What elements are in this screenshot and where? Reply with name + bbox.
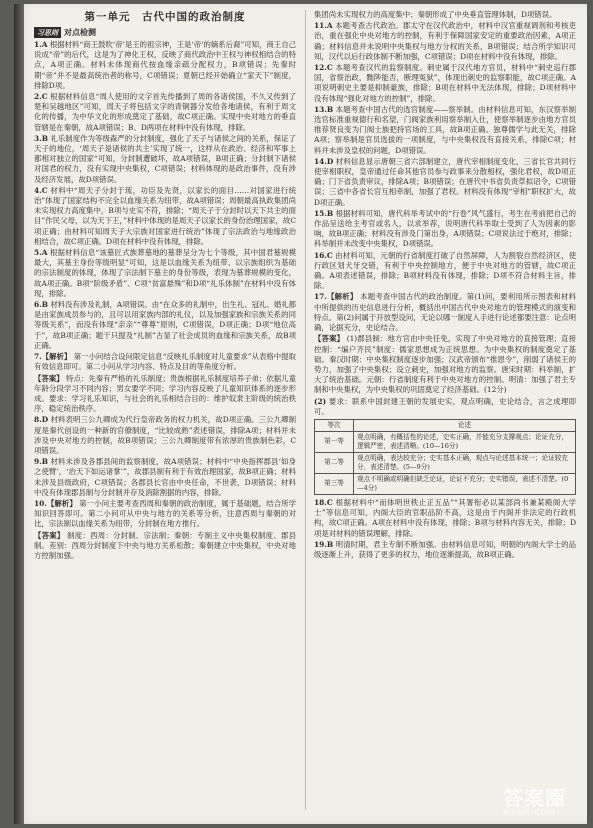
section-label: 对点检测 [64, 26, 96, 37]
score-level: 第二等 [315, 452, 354, 473]
answer-text: 集团尚未实现权力的高度集中；秦朝形成了中央垂直管理体制，D项错误。 [314, 10, 557, 19]
answer-text: 根据材料“商王鼓吹‘帝’是王的祖宗神，王是‘帝’的嫡系后裔”可知，商王自己说成“帝”的后代，这是为了神化王权，反映了商代政治中王权与神权相结合的特点，A项正确。材料未体现商代按血缘亲疏分配权力，B项错误；先秦时期“帝”并不是最高统治者的称号，C项错误；夏朝已经开始确立“家天下”制度，排除D项。 [34, 40, 296, 90]
answer-item [34, 457, 296, 498]
left-column [34, 10, 296, 562]
answer-item [314, 10, 576, 20]
answer-text: 材料表明三公九卿成为代行皇帝政务的权力机关，故D项正确。三公九卿制度是秦代创设的一种新的官僚制度，“比较成熟”表述错误，排除A项；材料并未涉及中央对地方的控制，故B项错误；三公九卿制度带有浓厚的贵族制色彩，C项错误。 [34, 415, 296, 455]
answer-text: 根据材料信息“周人使用的文字首先传播到了周的各诸侯国，不久又传到了楚和吴越地区”可知，周天子将包括文字的青铜器分发给各地诸侯，有利于周文化的传播，为中华文化的形成奠定了基础，故C项正确。实现中央对地方的垂直管辖是在秦朝，故A项错误；B、D两项在材料中没有体现，排除。 [34, 92, 296, 132]
watermark-url: MXQE.COM [503, 808, 557, 817]
answer-text: 本题考查古代政治。郡太守在汉代政治中，材料中汉官重视调剂和考核吏治，重在强化中央对地方的控制，有利于保障国家安定的重要政治因素，A项正确；材料信息并未说明中央集权与地方分权的关系，B项错误；结合所学知识可知，汉代以后行政体制不断加强，C项错误；D项在材料中没有体现，排除。 [314, 21, 576, 61]
answer-number: 19.B [314, 539, 334, 549]
answer-item [314, 251, 576, 292]
answer-text: 根据材料可知，唐代科举考试中的“行卷”风气盛行，考生在考前把自己的作品呈送给主考官或名人，以求举荐，说明唐代科举取士受到了人为因素的影响，故B项正确；材料没有涉及门第出身，A项错误；C项说法过于绝对，排除；科举制并未改变中央集权，D项错误。 [314, 208, 576, 249]
answer-item [314, 209, 576, 250]
answer-number: 16.C [314, 250, 333, 260]
answer-item [34, 186, 296, 247]
answer-number: 18.C [314, 497, 333, 507]
watermark-logo [503, 788, 581, 818]
answer-number: 4.C [34, 185, 48, 195]
answer-item [34, 499, 296, 530]
answer-number: 7.【解析】 [34, 352, 72, 362]
answer-text: 特点：先秦有严格的礼乐制度；贵族根据礼乐制度培养子弟；依据儿童年龄分段学习不同内容；男女要学不同；学习内容反映了儿童知识体系的逐步形成。要求：学习礼乐知识，与社会的礼乐相结合目的：维护奴隶主阶级的统治秩序，稳定统治秩序。 [34, 373, 296, 414]
right-column [314, 10, 576, 561]
answer-item [314, 498, 576, 539]
answer-text: (1)郡县制：地方官由中央任免，实现了中央对地方的直接管理；直接控制：“编户齐民”制度：儒家思想成为正统思想。为中央集权的制度奠定了基础。秦汉时期：中央集权制度逐步加强；汉武帝颁布“推恩令”，削弱了诸侯王的势力，加强了中央集权；设立刺史，加强对地方的监察。唐宋时期：科举制，扩大了统治基础。元朝：行省制度有利于中央对地方的控制。明清：加强了君主专制和中央集权，为中央集权的巩固奠定了经济基础。(12分) [314, 334, 576, 395]
right-answer-list [314, 10, 576, 417]
answer-number: 2.C [34, 92, 48, 102]
answer-text: 材料中“周天子分封于琉，功臣及先贤，以家长的面目……对国家进行统治”体现了国家结构不完全以血缘关系为纽带，故A项错误；周朝最高执政集团尚未实现权力高度集中，B项与史实不符，排除；“周天子于分封时以天下共主的面目”作民父母，以为天下王，”材料中体现的是周天子以家长的身份治理国家，故C项正确；由材料可知周天子大宗族对国家进行统治”体现了宗法政治与地缘政治相结合，故C项正确。D项在材料中没有体现，排除。 [34, 185, 296, 246]
answer-item [34, 248, 296, 299]
answer-number: 5.A [34, 248, 48, 258]
answer-text: 根据材料中“而体明世秩止正五品”“其署衔必以某部尚书兼某殿阁大学士”等信息可知，内阁大臣的官职品阶不高，这是由于内阁并非法定的行政机构，故C项正确。A项在材料中没有体现，排除；B项与材料内容无关，排除；D项是对材料的错误理解，排除。 [314, 497, 576, 538]
score-description: 观点明确，有概括性的论述，史实正确，并能充分支撑观点；论证充分，逻辑严密，表述清晰。(10—16分) [354, 431, 576, 452]
answer-text: 材料未涉及各郡县间的监察制度，故A项错误；材料中“中央指挥郡县‘如身之使臂’，‘治天下如运诸掌’”，故郡县制有利于有效治理国家，故B项正确；材料未涉及县级政府，C项错误；各郡县长官由中央任命，不世袭，D项错误；材料中没有体现郡县制与分封制并存及消除割据的内容，排除。 [34, 457, 296, 497]
answer-item [34, 40, 296, 91]
answer-number: 3.B [34, 133, 48, 143]
answer-item [34, 300, 296, 351]
answer-item [34, 92, 296, 133]
header-level: 等次 [315, 419, 354, 431]
answer-item [314, 540, 576, 560]
answer-number: 8.D [34, 415, 49, 425]
answer-text: 第一小问主要考查西周和秦朝的政治制度，属于基础题，结合所学知识回答即可。第二小问可从中央与地方的关系等分析，注意西周与秦朝的对比，宗法制以血缘关系为纽带，分封制在地方推行。 [34, 498, 296, 529]
score-description: 观点不明确或明确但缺乏论证，论证不充分；史实错误，表述不清楚。(0—4分) [354, 473, 576, 494]
answer-number: 1.A [34, 40, 48, 49]
header-description: 论述 [354, 419, 576, 431]
answer-text: 制度：西周：分封制、宗法制；秦朝：专制主义中央集权制度、郡县制。差别：西周分封制度下中央与地方关系松散；秦朝建立中央集权，中央对地方控制加强。 [34, 530, 296, 560]
answer-number: 【答案】 [34, 373, 64, 383]
answer-item [34, 415, 296, 456]
answer-number: 6.B [34, 300, 48, 310]
answer-number: 10.【解析】 [34, 498, 77, 508]
answer-text: 本题考查中国古代的政治制度。第(1)问，要利用所示图表和材料中所提供的历史信息进行分析，概括出中国古代中央对地方的管理模式的演变和特点。第(2)问属于开放型设问，无论以哪一制度入手进行论述都要注意：论点明确，论据充分，史论结合。 [314, 292, 576, 333]
answer-item [314, 157, 576, 208]
answer-text: 材料没有涉及礼制，A项错误。由“在众多的礼制中，出生礼、冠礼、婚礼都是由家族成员参与的，且可以用家族内部的礼仪，以及加强家族和宗族关系的同等级关系”，而没有体现“亲亲”“尊尊”原则，C项错误，D项正确；D项“地位高于”，故B项正确；题干只提及“礼制”古显了社会成员的血缘和宗族关系，故B项正确。 [34, 300, 296, 350]
answer-number: (2) [314, 396, 327, 406]
answer-number: 9.B [34, 457, 48, 467]
answer-text: 第一小问结合设问限定信息“反映礼乐制度对儿童要求”从表格中提取有效信息即可。第二小问从学习内容、特点及目的等角度分析。 [34, 352, 296, 372]
score-description: 观点明确，表达较充分；史实基本正确，观点与论述基本统一；论证较充分，表述清楚。(5—9分) [354, 452, 576, 473]
book-page [14, 4, 587, 824]
answer-text: 明清时期，君主专制不断加强。由材料信息可知，明朝的内阁大学士的品级逐渐上升，获得了更多的权力，地位逐渐提高，故B项正确。 [314, 539, 576, 559]
answer-number: 11.A [314, 21, 333, 31]
answer-number: 【答案】 [34, 530, 65, 540]
unit-title: 第一单元 古代中国的政治制度 [84, 11, 246, 23]
answer-item [314, 334, 576, 395]
answer-number: 12.C [314, 63, 333, 73]
answer-item [314, 63, 576, 104]
answer-item [34, 531, 296, 562]
answer-text: 材料信息显示唐朝三省六部制建立，唐代宰相制度变化，三省长官共同行使宰相职权，皇帝通过任命其他官员参与政事来分散相权，强化君权，故D项正确；门下省负责审议，排除A项；B项错误；在唐代中书省负责草拟诏令，C项错误；三省中各省长官互相牵制，加强了君权。材料没有体现“宰相”职权扩大，故D项正确。 [314, 156, 576, 207]
scoring-table-row [315, 473, 576, 494]
answer-text: 本题考查汉代的监察制度。刺史属于汉代地方官员，材料中“刺史巡行郡国，省察治政，黜陟能否，断理冤狱”，体现出刺史的监察职能，故C项正确。A项说明刺史主要是抑制豪族，排除；B项在材料中无法体现，排除；D项材料中没有体现“强化对地方的控制”，排除。 [314, 63, 576, 103]
answer-number: 【答案】 [314, 334, 345, 344]
column-divider [305, 10, 306, 810]
answer-text: 要求：联系中国封建王朝的发展史实，观点明确，史论结合，言之成理即可。 [314, 396, 576, 416]
answer-item [314, 292, 576, 333]
answer-text: 根据材料信息“该墓匠式族葬墓地的墓葬呈分为七个等级，其中国君墓规模最大，其墓主身份等级明显”可知，这是以血缘关系为纽带、以宗族组织为基础的宗法制度的体现，体现了宗法制下墓主的身份等级，表现为墓葬规模的变化，故A项正确。B项“阶级矛盾”、C项“贫富悬殊”和D项“礼乐体制”在材料中没有体现，排除。 [34, 248, 296, 298]
page-binding-shadow [14, 4, 24, 824]
section-header [34, 26, 296, 38]
right-answer-list-tail [314, 498, 576, 560]
answer-item [34, 352, 296, 372]
score-level: 第一等 [315, 431, 354, 452]
answer-number: 17.【解析】 [314, 292, 358, 302]
answer-item [314, 397, 576, 417]
answer-number: 14.D [314, 156, 334, 166]
answer-text: 礼乐制度作为等级森严的分封制度，强化了天子与诸侯之间的关系，保证了天子的地位，‘周天子是诸侯的共主’实现了统一，这样从在政治、经济和军事上都相对独立的国家“可知，分封制遭破坏，故A项错误，B项正确；分封制下诸侯对国君的权力，没有实现中央集权，C项错误；材料体现的是政治事件，没有涉及经济发展，故D项错误。 [34, 133, 296, 184]
answer-number: 15.B [314, 208, 334, 218]
answer-item [34, 134, 296, 185]
scoring-table-row [315, 431, 576, 452]
scoring-table [314, 419, 576, 495]
answer-text: 由材料可知，元朝的行省制度打破了自然屏障，人为割裂自然经济区，使行政区划犬牙交错，有利于中央控制地方，便于中央对地方的管辖，故C项正确。A项表述错误，排除；B项材料没有体现，排除；D项不符合材料主旨，排除。 [314, 250, 576, 291]
section-tag: 习思则 [34, 27, 61, 38]
scoring-table-header [315, 419, 576, 431]
scoring-table-row [315, 452, 576, 473]
answer-item [314, 105, 576, 156]
answer-text: 本题考查中国古代的选官制度——察举制。由材料信息可知，东汉察举制选官标准重视德行和名望，门阀家族利用察举制入仕，使察举制逐步由地方官员推荐贤良变为门阀士族把持官场的工具，故B项正确。独尊儒学与此无关，排除A项；察举制是官员选拔的一项制度，与中央集权没有直接关系，排除C项；材料并未涉及皇权的问题，D项错误。 [314, 104, 576, 155]
answer-item [314, 21, 576, 62]
left-answer-list [34, 40, 296, 561]
answer-number: 13.B [314, 104, 334, 114]
score-level: 第三等 [315, 473, 354, 494]
answer-item [34, 374, 296, 415]
watermark-text: 答案圈 [503, 786, 566, 810]
